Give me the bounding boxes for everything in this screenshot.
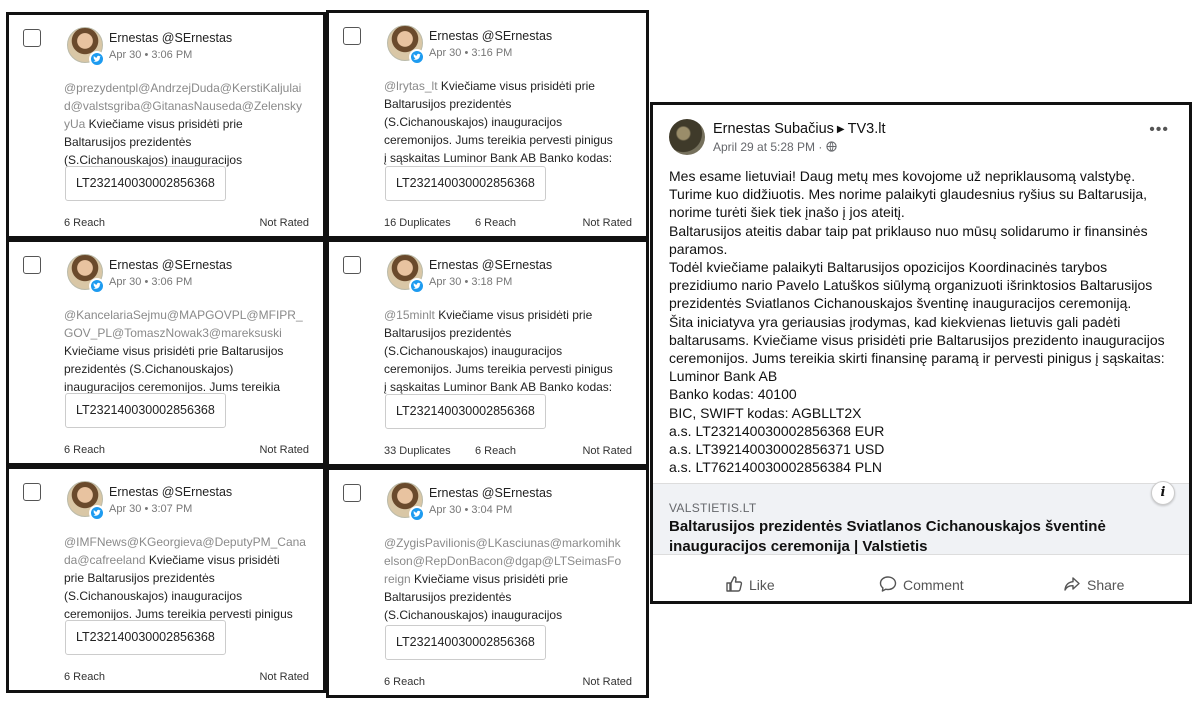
like-label: Like [749, 577, 775, 593]
text-span: Kviečiame visus prisidėti prie [85, 117, 243, 131]
mention-link[interactable]: @IMFNews@KGeorgieva@DeputyPM_Cana [64, 535, 306, 549]
tweet-text-line [384, 149, 634, 167]
text-span: Kviečiame visus prisidėti prie [434, 308, 593, 322]
thumbs-up-icon [725, 575, 743, 593]
tweet-text-line [384, 95, 634, 113]
duplicates-count: 33 Duplicates [384, 445, 451, 457]
facebook-post [650, 102, 1192, 604]
twitter-badge [89, 51, 105, 67]
tweet-text-line [64, 324, 314, 342]
comment-label: Comment [903, 577, 964, 593]
tweet-text-line [384, 113, 634, 131]
twitter-icon [413, 510, 421, 518]
reach-count: 6 Reach [475, 217, 516, 229]
link-domain[interactable]: VALSTIETIS.LT [669, 501, 757, 515]
post-body-line: norime turėti šiek tiek įnašo į jos ateitį. [669, 204, 905, 221]
share-icon [1063, 575, 1081, 593]
mention-link[interactable]: @ZygisPavilionis@LKasciunas@markomihk [384, 536, 621, 550]
tweet-text-line [384, 360, 634, 378]
tweet-card [6, 466, 326, 693]
tweet-date: Apr 30 • 3:16 PM [429, 47, 513, 59]
rating-status: Not Rated [259, 217, 309, 229]
post-body-line: a.s. LT392140030002856371 USD [669, 441, 885, 458]
tweet-text-line [384, 342, 634, 360]
reach-count: 6 Reach [384, 676, 425, 688]
like-button[interactable] [725, 575, 775, 593]
twitter-badge [409, 278, 425, 294]
iban-box: LT232140030002856368 [65, 166, 226, 201]
tweet-card [6, 12, 326, 239]
tweet-text-line [384, 606, 634, 624]
text-span: (S.Cichanouskajos) inauguracijos [384, 608, 563, 622]
share-label: Share [1087, 577, 1125, 593]
post-body-line: prezidentės Sviatlanos Cichanouskajos šventinę inauguracijos ceremoniją. [669, 295, 1132, 312]
author-name[interactable]: Ernestas @SErnestas [429, 29, 553, 43]
twitter-icon [93, 55, 101, 63]
tweet-text [384, 77, 634, 167]
iban-box: LT232140030002856368 [385, 394, 546, 429]
select-checkbox[interactable] [343, 256, 361, 274]
text-span: (S.Cichanouskajos) inauguracijos [64, 589, 243, 603]
tweet-text-line [64, 306, 314, 324]
post-body-line: a.s. LT232140030002856368 EUR [669, 422, 885, 439]
link-title[interactable]: Baltarusijos prezidentės Sviatlanos Cichanouskajos šventinė inauguracijos ceremonija | Valstietis [669, 518, 1106, 555]
author-name[interactable]: Ernestas @SErnestas [109, 485, 233, 499]
caret-right-icon: ▶ [836, 124, 845, 135]
twitter-badge [89, 505, 105, 521]
twitter-badge [409, 49, 425, 65]
avatar[interactable] [669, 119, 705, 155]
tweet-date: Apr 30 • 3:04 PM [429, 504, 513, 516]
post-body-line: Baltarusijos ateitis dabar taip pat priklauso nuo mūsų solidarumo ir finansinės [669, 222, 1148, 239]
author-name[interactable]: Ernestas @SErnestas [429, 486, 553, 500]
more-options-icon[interactable]: ••• [1149, 121, 1169, 138]
tweet-card [326, 467, 649, 698]
post-body [669, 167, 1179, 476]
poster-name[interactable]: Ernestas Subačius [713, 121, 834, 137]
tweet-text-line [64, 97, 314, 115]
tweet-text-line [64, 587, 314, 605]
tweet-text-line [64, 551, 314, 569]
text-span: prezidentės (S.Cichanouskajos) [64, 362, 234, 376]
text-span: (S.Cichanouskajos) inauguracijos [64, 153, 243, 167]
iban-box: LT232140030002856368 [385, 166, 546, 201]
tweet-card [326, 239, 649, 467]
text-span: ceremonijos. Jums tereikia pervesti pinigus [384, 133, 613, 147]
post-body-line: Turime kuo didžiuotis. Mes norime palaikyti glaudesnius ryšius su Baltarusija, [669, 186, 1148, 203]
mention-link[interactable]: @15minlt [384, 308, 435, 322]
select-checkbox[interactable] [23, 483, 41, 501]
post-body-line: Mes esame lietuviai! Daug metų mes kovojome už nepriklausomą valstybę. [669, 168, 1136, 184]
post-body-line: prezidiumo nario Pavelo Latuškos siūlymą organizuoti išrinktosios Baltarusijos [669, 277, 1153, 294]
post-body-line: Todėl kviečiame palaikyti Baltarusijos opozicijos Koordinacinės tarybos [669, 259, 1108, 276]
mention-link[interactable]: @KancelariaSejmu@MAPGOVPL@MFIPR_ [64, 308, 303, 322]
post-body-line: baltarusams. Kviečiame visus prisidėti prie Baltarusijos prezidento inauguracijos [669, 331, 1165, 348]
tweet-text-line [64, 79, 314, 97]
twitter-icon [413, 53, 421, 61]
tweet-text-line [384, 324, 634, 342]
mention-link[interactable]: @lrytas_lt [384, 79, 438, 93]
tweet-date: Apr 30 • 3:07 PM [109, 503, 193, 515]
twitter-icon [93, 282, 101, 290]
tweet-date: Apr 30 • 3:06 PM [109, 276, 193, 288]
select-checkbox[interactable] [343, 484, 361, 502]
text-span: Baltarusijos prezidentės [384, 326, 512, 340]
rating-status: Not Rated [582, 217, 632, 229]
tweet-text [64, 533, 314, 623]
post-body-line: Šita iniciatyva yra geriausias įrodymas, kad kiekvienas lietuvis gali padėti [669, 313, 1121, 330]
tweet-text-line [64, 360, 314, 378]
mention-link[interactable]: GOV_PL@TomaszNowak3@mareksuski [64, 326, 282, 340]
twitter-icon [413, 282, 421, 290]
post-body-line: Banko kodas: 40100 [669, 386, 797, 403]
iban-box: LT232140030002856368 [65, 620, 226, 655]
rating-status: Not Rated [259, 671, 309, 683]
tweet-text-line [64, 133, 314, 151]
comment-button[interactable] [879, 575, 964, 593]
tweet-text-line [64, 115, 314, 133]
post-body-line: a.s. LT762140030002856384 PLN [669, 459, 883, 476]
select-checkbox[interactable] [343, 27, 361, 45]
text-span: į sąskaitas Luminor Bank AB Banko kodas: [384, 380, 613, 394]
iban-box: LT232140030002856368 [385, 625, 546, 660]
twitter-badge [89, 278, 105, 294]
author-name[interactable]: Ernestas @SErnestas [429, 258, 553, 272]
mention-link[interactable]: elson@RepDonBacon@dgap@LTSeimasFo [384, 554, 622, 568]
rating-status: Not Rated [259, 444, 309, 456]
mention-link[interactable]: yUa [64, 117, 86, 131]
text-span: ceremonijos. Jums tereikia pervesti pinigus [64, 607, 293, 621]
tweet-date: Apr 30 • 3:06 PM [109, 49, 193, 61]
tweet-text-line [64, 342, 314, 360]
select-checkbox[interactable] [23, 256, 41, 274]
reach-count: 6 Reach [64, 444, 105, 456]
tweet-text-line [384, 552, 634, 570]
page-name[interactable]: TV3.lt [847, 121, 886, 137]
tweet-text [64, 306, 314, 396]
text-span: Kviečiame visus prisidėti prie [410, 572, 569, 586]
share-button[interactable] [1063, 575, 1124, 593]
text-span: Kviečiame visus prisidėti prie [437, 79, 595, 93]
text-span: (S.Cichanouskajos) inauguracijos [384, 115, 563, 129]
post-body-line: ceremonijos. Jums tereikia skirti finansinę paramą ir pervesti pinigus į sąskaitas: [669, 350, 1165, 367]
tweet-text [384, 306, 634, 396]
twitter-badge [409, 506, 425, 522]
author-name[interactable]: Ernestas @SErnestas [109, 31, 233, 45]
mention-link[interactable]: da@cafreeland [64, 553, 146, 567]
text-span: Baltarusijos prezidentės [384, 97, 512, 111]
comment-icon [879, 575, 897, 593]
mention-link[interactable]: d@valstsgriba@GitanasNauseda@Zelensky [64, 99, 302, 113]
text-span: inauguracijos ceremonijos. Jums tereikia [64, 380, 281, 394]
post-timestamp[interactable] [713, 140, 837, 154]
text-span: Kviečiame visus prisidėti prie Baltarusijos [64, 344, 284, 358]
tweet-text-line [384, 77, 634, 95]
rating-status: Not Rated [582, 445, 632, 457]
globe-icon [826, 141, 837, 152]
text-span: Baltarusijos prezidentės [384, 590, 512, 604]
text-span: ceremonijos. Jums tereikia pervesti pinigus [384, 362, 613, 376]
text-span: Baltarusijos prezidentės [64, 135, 192, 149]
mention-link[interactable]: @prezydentpl@AndrzejDuda@KerstiKaljulai [64, 81, 302, 95]
twitter-icon [93, 509, 101, 517]
select-checkbox[interactable] [23, 29, 41, 47]
post-author[interactable] [713, 121, 885, 137]
tweet-card [326, 10, 649, 239]
tweet-text-line [384, 131, 634, 149]
post-body-line: paramos. [669, 240, 728, 257]
tweet-text-line [64, 569, 314, 587]
info-icon[interactable]: i [1151, 481, 1175, 505]
tweet-text-line [64, 533, 314, 551]
tweet-date: Apr 30 • 3:18 PM [429, 276, 513, 288]
rating-status: Not Rated [582, 676, 632, 688]
text-span: į sąskaitas Luminor Bank AB Banko kodas: [384, 151, 613, 165]
text-span: (S.Cichanouskajos) inauguracijos [384, 344, 563, 358]
author-name[interactable]: Ernestas @SErnestas [109, 258, 233, 272]
tweet-text-line [384, 570, 634, 588]
tweet-text [64, 79, 314, 169]
tweet-text-line [384, 534, 634, 552]
tweet-card [6, 239, 326, 466]
post-body-line: BIC, SWIFT kodas: AGBLLT2X [669, 404, 862, 421]
tweet-text-line [384, 306, 634, 324]
duplicates-count: 16 Duplicates [384, 217, 451, 229]
reach-count: 6 Reach [475, 445, 516, 457]
post-body-line: Luminor Bank AB [669, 368, 778, 385]
post-actions [653, 567, 1189, 599]
reach-count: 6 Reach [64, 671, 105, 683]
mention-link[interactable]: reign [384, 572, 411, 586]
tweet-text-line [384, 588, 634, 606]
reach-count: 6 Reach [64, 217, 105, 229]
iban-box: LT232140030002856368 [65, 393, 226, 428]
text-span: Kviečiame visus prisidėti [145, 553, 280, 567]
tweet-text [384, 534, 634, 624]
timestamp-text[interactable]: April 29 at 5:28 PM · [713, 140, 823, 154]
text-span: prie Baltarusijos prezidentės [64, 571, 215, 585]
